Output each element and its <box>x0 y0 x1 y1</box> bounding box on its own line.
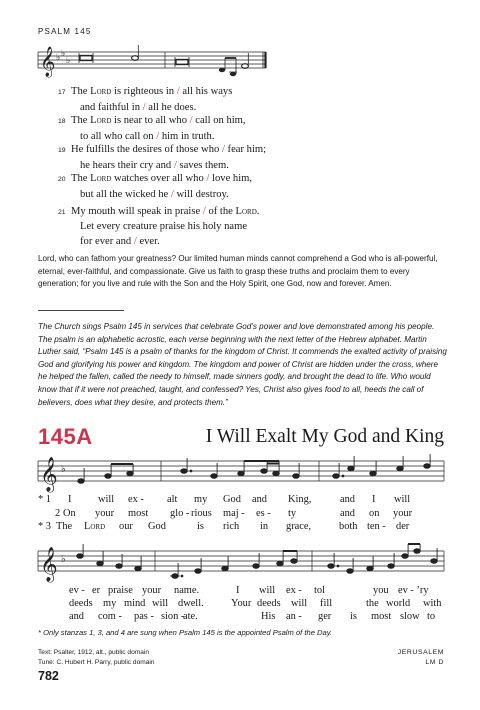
psalm-header: PSALM 145 <box>38 27 92 36</box>
psalm-tone-staff <box>0 0 480 90</box>
verse-number: 18 <box>58 118 66 125</box>
svg-text:♭: ♭ <box>66 55 71 65</box>
verse-number: 17 <box>58 89 66 96</box>
psalm-commentary: The Church sings Psalm 145 in services that celebrate God’s power and love demonstrated among his people. The psalm is an alphabetic acrostic, each verse beginning with the next letter of the Hebrew alphabet. Martin Luther said, “Psalm 145 is a psalm of thanks for the kingdom of Christ. It commends the exalted activity of praising God and glorifying his power and kingdom. The kingdom and power of Christ are hidden under the cross, where he helped the fallen, called the needy to himself, made sinners godly, and brought the dead to life. Who would know that if it were not preached, taught, and confessed? Yes, Christ also gives food to all, heeds the call of believers, does what they desire, and protects them.” <box>38 322 447 407</box>
divider <box>38 310 124 311</box>
svg-text:♭: ♭ <box>56 52 61 62</box>
svg-text:𝄞: 𝄞 <box>40 457 58 492</box>
hymn-credits: Text: Psalter, 1912, alt., public domain Tune: C. Hubert H. Parry, public domain <box>38 649 155 666</box>
svg-text:♭: ♭ <box>61 48 66 58</box>
svg-text:♭: ♭ <box>61 554 66 565</box>
svg-text:𝄞: 𝄞 <box>40 47 56 77</box>
stanza-footnote: * Only stanzas 1, 3, and 4 are sung when Psalm 145 is the appointed Psalm of the Day. <box>38 628 333 637</box>
hymn-title: I Will Exalt My God and King <box>205 426 444 447</box>
verse-number: 20 <box>58 176 66 183</box>
psalm-prayer: Lord, who can fathom your greatness? Our limited human minds cannot comprehend a God who is all-powerful, eternal, ever-faithful, and compassionate. Give us faith to grasp these truths and proclaim them to every generation; for you live and rule with the Son and the Holy Spirit, one God, now and forever. Amen. <box>38 254 438 289</box>
verse-number: 21 <box>58 209 66 216</box>
hymn-number: 145A <box>38 424 93 449</box>
svg-text:♭: ♭ <box>61 464 66 475</box>
svg-text:𝄞: 𝄞 <box>40 547 58 582</box>
page-number: 782 <box>38 669 59 683</box>
verse-number: 19 <box>58 147 66 154</box>
tune-name: JERUSALEM LM D <box>397 649 444 666</box>
